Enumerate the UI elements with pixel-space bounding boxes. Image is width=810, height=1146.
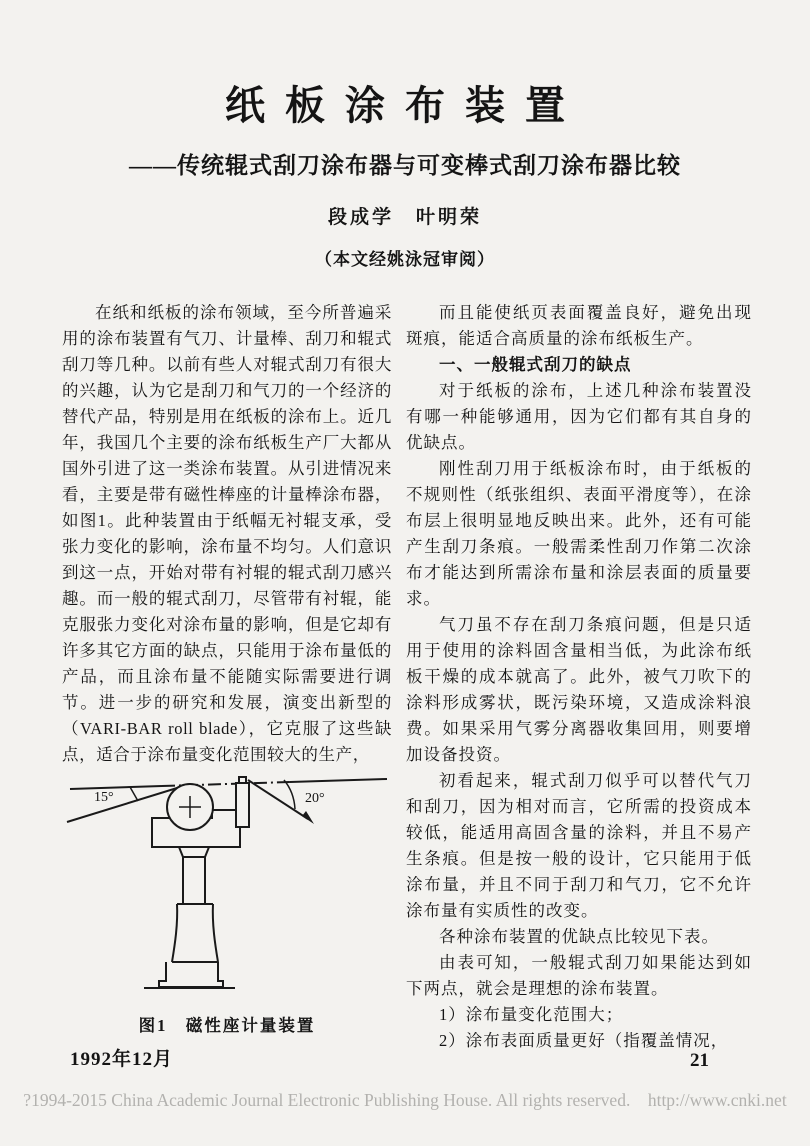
arrow-head (302, 811, 314, 824)
angle-label-right: 20° (305, 791, 325, 806)
paragraph: 刚性刮刀用于纸板涂布时，由于纸板的不规则性（纸张组织、表面平滑度等），在涂布层上很明显地反映出来。此外，还有可能产生刮刀条痕。一般需柔性刮刀作第二次涂布才能达到所需涂布量和涂层表面的质量要求。 (406, 459, 752, 608)
paragraph: 由表可知，一般辊式刮刀如果能达到如下两点，就会是理想的涂布装置。 (406, 953, 752, 998)
issue-date: 1992年12月 (70, 1049, 174, 1070)
paragraph: 对于纸板的涂布，上述几种涂布装置没有哪一种能够通用，因为它们都有其自身的优缺点。 (406, 381, 752, 452)
neck (179, 847, 209, 857)
pedestal (172, 904, 218, 962)
left-column (62, 300, 392, 768)
figure-caption: 图1 磁性座计量装置 (138, 1016, 316, 1035)
right-column (406, 300, 752, 1054)
paragraph: 各种涂布装置的优缺点比较见下表。 (439, 927, 719, 946)
support-column (183, 857, 205, 904)
article-subtitle: ——传统辊式刮刀涂布器与可变棒式刮刀涂布器比较 (129, 153, 681, 178)
paragraph: 气刀虽不存在刮刀条痕问题，但是只适用于使用的涂料固含量相当低，为此涂布纸板干燥的成本就高了。此外，被气刀吹下的涂料形成雾状，既污染环境，又造成涂料浪费。如果采用气雾分离器收集回用，则要增加设备投资。 (406, 615, 752, 764)
web-line-right (290, 779, 387, 782)
page-number: 21 (690, 1050, 709, 1071)
page-title: 纸板涂布装置 (225, 84, 585, 128)
publisher-watermark: ?1994-2015 China Academic Journal Electronic Publishing House. All rights reserved. http://www.cnki.net (23, 1090, 787, 1110)
angle-label-left: 15° (94, 790, 114, 805)
review-note: （本文经姚泳冠审阅） (315, 250, 495, 269)
paragraph: 初看起来，辊式刮刀似乎可以替代气刀和刮刀，因为相对而言，它所需的投资成本较低，能适用高固含量的涂料，并且不易产生条痕。但是按一般的设计，它只能用于低涂布量，并且不同于刮刀和气刀，它不允许涂布量有实质性的改变。 (406, 771, 752, 920)
magnetic-bar-metering-diagram (62, 774, 392, 1006)
list-item: 2）涂布表面质量更好（指覆盖情况， (439, 1031, 729, 1050)
paragraph: 而且能使纸页表面覆盖良好，避免出现斑痕，能适合高质量的涂布纸板生产。 (406, 303, 752, 348)
paragraph: 在纸和纸板的涂布领域，至今所普遍采用的涂布装置有气刀、计量棒、刮刀和辊式刮刀等几种。以前有些人对辊式刮刀有很大的兴趣，认为它是刮刀和气刀的一个经济的替代产品，特别是用在纸板的涂布上。近几年，我国几个主要的涂布纸板生产厂大都从国外引进了这一类涂布装置。从引进情况来看，主要是带有磁性棒座的计量棒涂布器，如图1。此种装置由于纸幅无衬辊支承，受张力变化的影响，涂布量不均匀。人们意识到这一点，开始对带有衬辊的辊式刮刀感兴趣。而一般的辊式刮刀，尽管带有衬辊，能克服张力变化对涂布量的影响，但是它却有许多其它方面的缺点，只能用于涂布量低的产品，而且涂布量不能随实际需要进行调节。进一步的研究和发展，演变出新型的（VARI-BAR roll blade），它克服了这些缺点，适合于涂布量变化范围较大的生产， (62, 303, 392, 764)
blade-line (248, 780, 308, 819)
authors: 段成学 叶明荣 (327, 207, 482, 228)
web-line-left (70, 786, 162, 789)
figure-1 (62, 774, 392, 1036)
pedestal-base (159, 962, 223, 987)
list-item: 1）涂布量变化范围大； (439, 1005, 624, 1024)
blade-holder (236, 783, 249, 827)
section-heading: 一、一般辊式刮刀的缺点 (439, 355, 632, 374)
blade-holder-cap (239, 777, 246, 783)
angle-arc-left (130, 787, 138, 801)
